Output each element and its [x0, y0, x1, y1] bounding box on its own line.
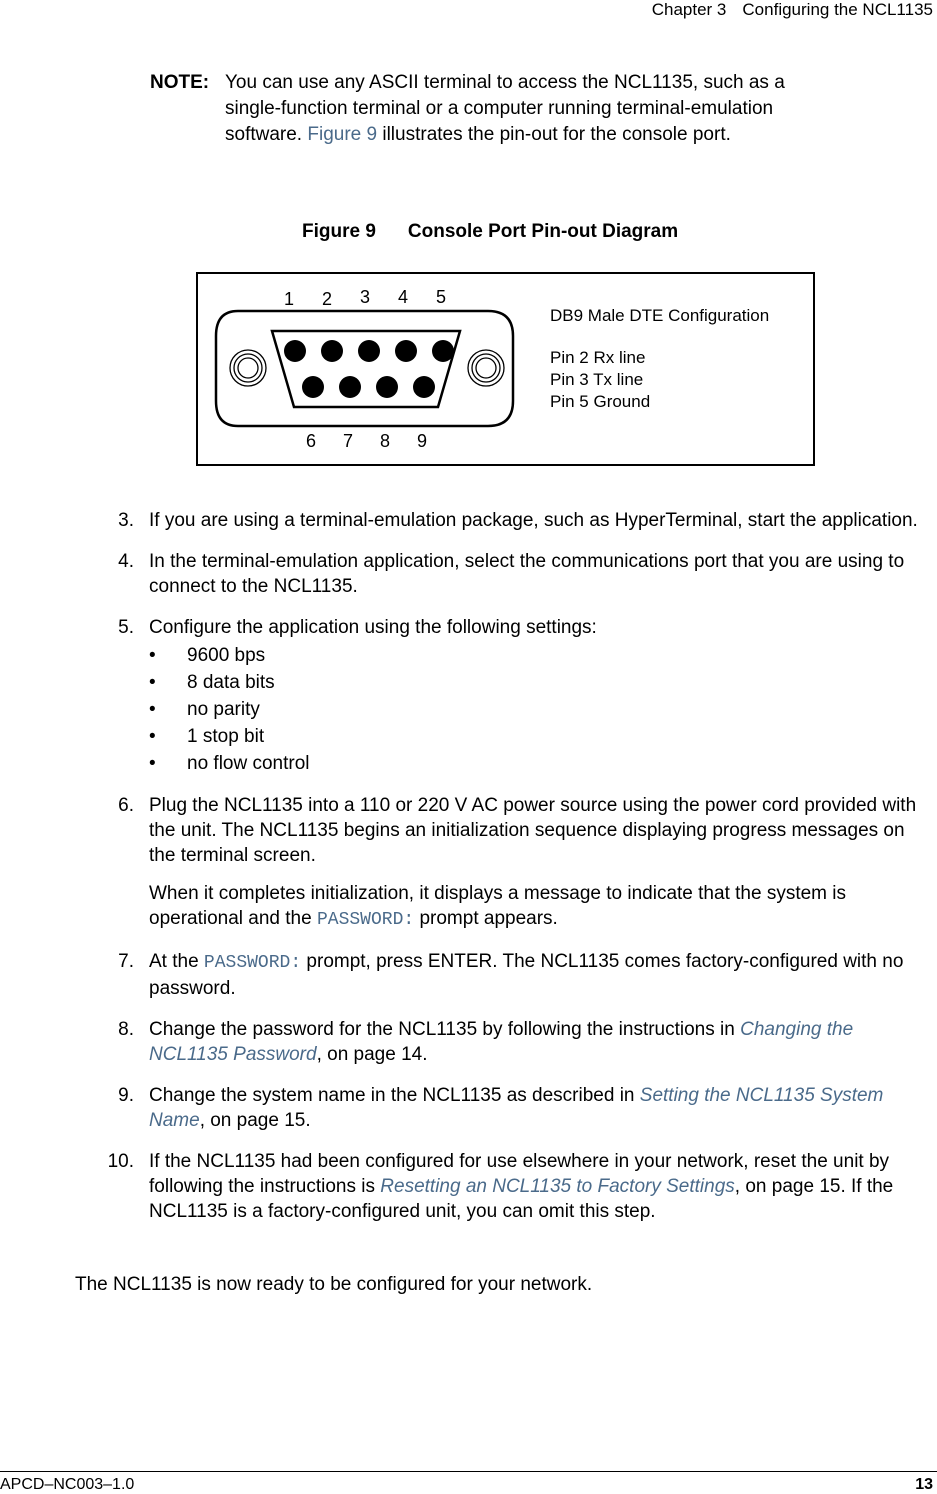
pin-6	[302, 376, 324, 398]
pin-4	[395, 340, 417, 362]
pin-3	[358, 340, 380, 362]
pin-label-3: 3	[360, 287, 371, 307]
settings-list	[149, 642, 931, 777]
factory-reset-link[interactable]: Resetting an NCL1135 to Factory Settings	[380, 1176, 735, 1197]
figure-title: Console Port Pin-out Diagram	[407, 221, 679, 242]
list-item: • 1 stop bit	[149, 726, 265, 747]
list-item: • 9600 bps	[149, 645, 266, 666]
pinout-diagram	[196, 272, 815, 466]
config-title: DB9 Male DTE Configuration	[550, 306, 770, 325]
pin-9	[413, 376, 435, 398]
pin-label-9: 9	[417, 431, 428, 451]
step-10: 10. If the NCL1135 had been configured for use elsewhere in your network, reset the unit by following the instructions is Resetting an NCL1135 to Factory Settings, on page 15. If the NCL1135 is a factory-configured unit, you can omit this step.	[107, 1151, 894, 1222]
note-label: NOTE:	[150, 72, 210, 93]
page-number: 13	[915, 1476, 933, 1493]
pin-description: Pin 5 Ground	[550, 392, 651, 411]
list-item: • 8 data bits	[149, 672, 275, 693]
right-screw	[468, 350, 504, 386]
procedure-steps	[0, 508, 937, 1240]
changing-password-link[interactable]: Changing the NCL1135 Password	[149, 1019, 854, 1065]
closing-statement: The NCL1135 is now ready to be configured for your network.	[75, 1274, 593, 1295]
pin-description-list	[550, 347, 650, 413]
note-block	[150, 70, 830, 148]
left-screw	[230, 350, 266, 386]
password-prompt-code: PASSWORD:	[203, 953, 302, 973]
step-6: 6. Plug the NCL1135 into a 110 or 220 V AC power source using the power cord provided with the unit. The NCL1135 begins an initialization sequence displaying progress messages on the terminal screen. When it completes initialization, it displays a message to indicate that the system is operational and the PASSWORD: prompt appears.	[118, 795, 917, 930]
pin-label-1: 1	[284, 289, 295, 309]
pin-label-6: 6	[306, 431, 317, 451]
figure-number: Figure 9	[302, 221, 376, 242]
pin-2	[321, 340, 343, 362]
pin-label-8: 8	[380, 431, 391, 451]
step-4: 4. In the terminal-emulation application, select the communications port that you are using to connect to the NCL1135.	[118, 551, 905, 597]
list-item: • no parity	[149, 699, 260, 720]
pin-7	[339, 376, 361, 398]
figure-caption	[302, 221, 678, 243]
system-name-link[interactable]: Setting the NCL1135 System Name	[149, 1085, 884, 1131]
list-item: • no flow control	[149, 753, 310, 774]
footer-divider	[0, 1471, 937, 1472]
pin-5	[432, 340, 454, 362]
pin-1	[284, 340, 306, 362]
figure-9-link[interactable]: Figure 9	[307, 124, 378, 145]
pin-label-2: 2	[322, 289, 333, 309]
step-5: 5. Configure the application using the following settings: • 9600 bps • 8 data bits • no parity • 1 stop bit • no flow control	[0, 615, 931, 777]
pin-label-4: 4	[398, 287, 409, 307]
password-prompt-code: PASSWORD:	[316, 910, 415, 930]
step-8: 8. Change the password for the NCL1135 by following the instructions in Changing the NCL1135 Password, on page 14.	[118, 1019, 854, 1065]
pin-8	[376, 376, 398, 398]
note-text: You can use any ASCII terminal to access the NCL1135, such as a single-function terminal or a computer running terminal-emulation software. Figure 9 illustrates the pin-out for the console port.	[225, 72, 785, 145]
pin-description: Pin 3 Tx line	[550, 370, 644, 389]
step-3: 3. If you are using a terminal-emulation package, such as HyperTerminal, start the application.	[118, 510, 918, 531]
chapter-label: Chapter 3	[651, 0, 727, 19]
document-id: APCD–NC003–1.0	[0, 1476, 135, 1493]
pin-description: Pin 2 Rx line	[550, 348, 646, 367]
page-header	[652, 0, 933, 20]
pin-label-5: 5	[436, 287, 447, 307]
pin-label-7: 7	[343, 431, 354, 451]
step-7: 7. At the PASSWORD: prompt, press ENTER. The NCL1135 comes factory-configured with no password.	[118, 951, 904, 999]
chapter-title: Configuring the NCL1135	[742, 0, 933, 19]
step-9: 9. Change the system name in the NCL1135 as described in Setting the NCL1135 System Name, on page 15.	[118, 1085, 884, 1131]
